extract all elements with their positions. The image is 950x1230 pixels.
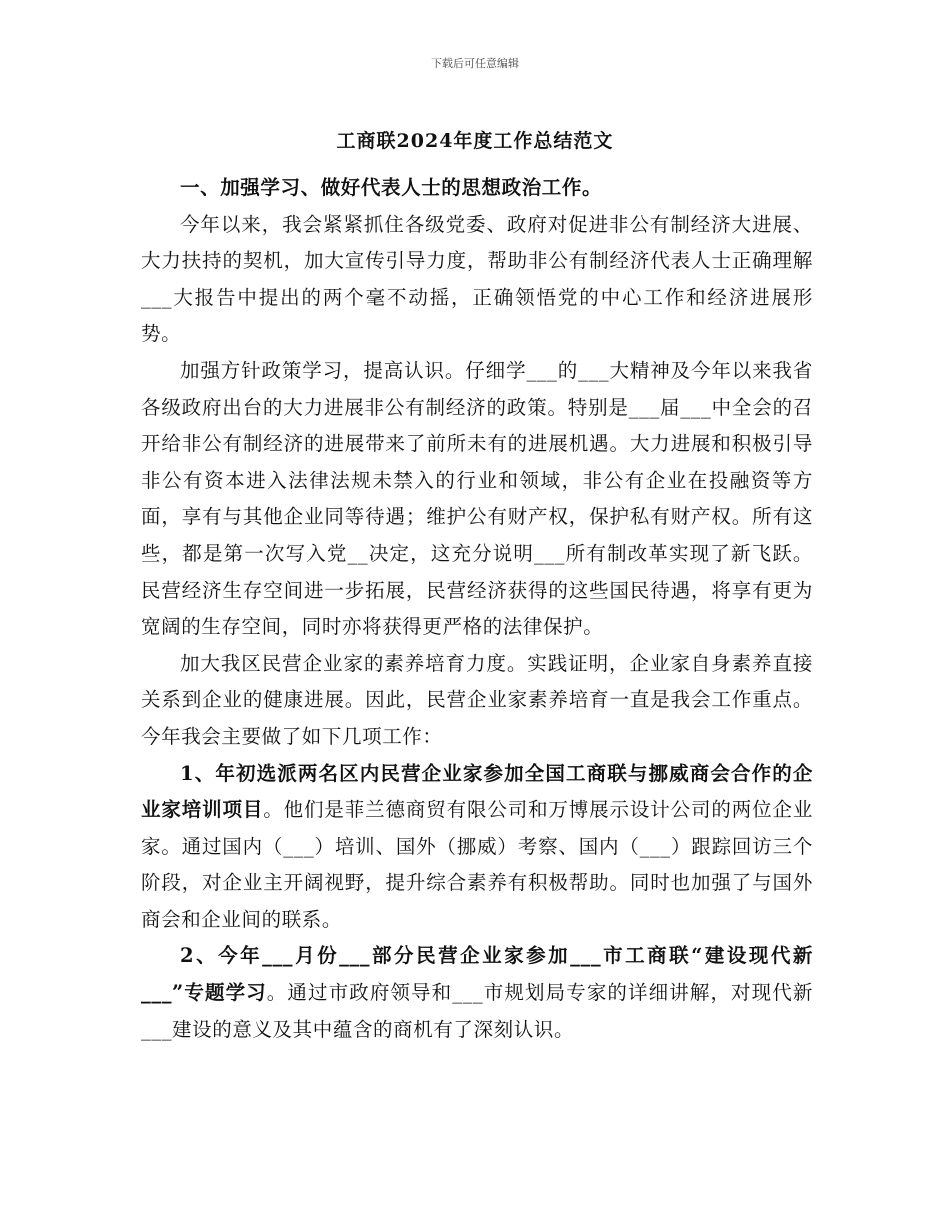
document-title: 工商联2024年度工作总结范文 — [336, 130, 614, 152]
paragraph-3: 加大我区民营企业家的素养培育力度。实践证明，企业家自身素养直接关系到企业的健康进展。因此，民营企业家素养培育一直是我会工作重点。今年我会主要做了如下几项工作： — [141, 651, 813, 748]
list-item-1-lead: 1、年初选派两名区内民营企业家参加全国工商联与挪威商会合作的企业家培训项目 — [141, 761, 813, 822]
paragraph-1: 今年以来，我会紧紧抓住各级党委、政府对促进非公有制经济大进展、大力扶持的契机，加大宣传引导力度，帮助非公有制经济代表人士正确理解___大报告中提出的两个毫不动摇，正确领悟党的中心工作和经济进展形势。 — [141, 212, 813, 346]
paragraph-2: 加强方针政策学习，提高认识。仔细学___的___大精神及今年以来我省各级政府出台的大力进展非公有制经济的政策。特别是___届___中全会的召开给非公有制经济的进展带来了前所未有的进展机遇。大力进展和积极引导非公有资本进入法律法规未禁入的行业和领域，非公有企业在投融资等方面，享有与其他企业同等待遇；维护公有财产权，保护私有财产权。所有这些，都是第一次写入党__决定，这充分说明___所有制改革实现了新飞跃。民营经济生存空间进一步拓展，民营经济获得的这些国民待遇，将享有更为宽阔的生存空间，同时亦将获得更严格的法律保护。 — [141, 358, 813, 639]
list-item-1 — [141, 756, 813, 939]
list-item-2-lead: 2、今年___月份___部分民营企业家参加___市工商联“建设现代新___”专题学习 — [141, 944, 813, 1005]
list-item-2-text: 。通过市政府领导和___市规划局专家的详细讲解，对现代新___建设的意义及其中蕴含的商机有了深刻认识。 — [141, 981, 813, 1041]
list-item-1-text: 。他们是菲兰德商贸有限公司和万博展示设计公司的两位企业家。通过国内（___）培训、国外（挪威）考察、国内（___）跟踪回访三个阶段，对企业主开阔视野，提升综合素养有积极帮助。同时也加强了与国外商会和企业间的联系。 — [141, 798, 813, 931]
list-item-2 — [141, 938, 813, 1048]
page-header-note: 下载后可任意编辑 — [431, 57, 519, 70]
section-heading: 一、加强学习、做好代表人士的思想政治工作。 — [180, 176, 603, 199]
document-body — [141, 170, 813, 1048]
